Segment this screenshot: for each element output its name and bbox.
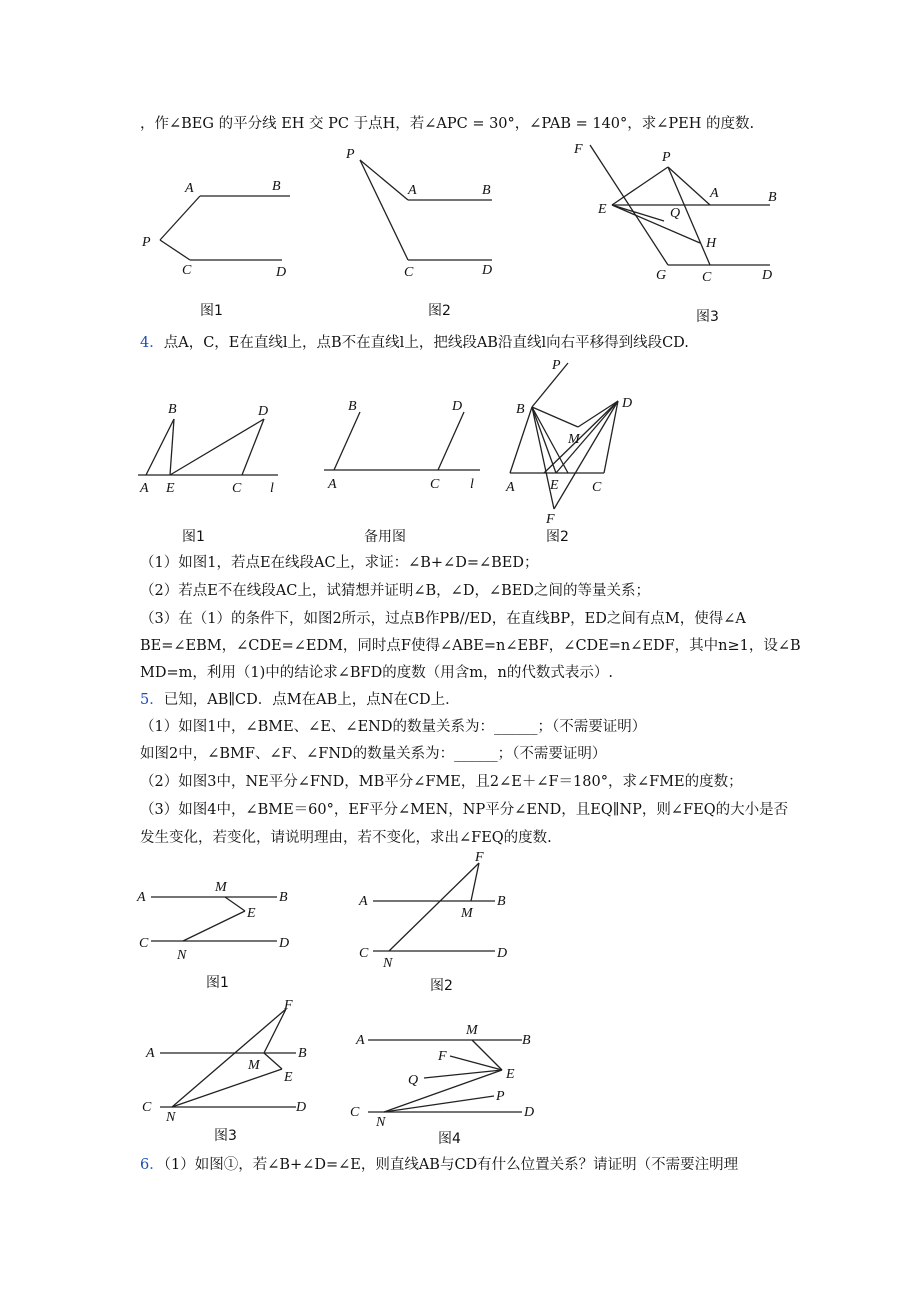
label-A: A: [137, 890, 146, 905]
label-B: B: [516, 402, 525, 417]
label-E: E: [506, 1067, 515, 1082]
label-G: G: [656, 268, 667, 283]
label-N: N: [177, 948, 187, 963]
label-B: B: [348, 399, 357, 414]
q4-part3-line2: BE=∠EBM，∠CDE=∠EDM，同时点F使得∠ABE=n∠EBF，∠CDE=n∠EDF，其中n≥1，设∠B: [140, 638, 801, 654]
label-E: E: [166, 481, 175, 495]
q5-part3a: （3）如图4中，∠BME＝60°，EF平分∠MEN，NP平分∠END，且EQ∥NP，则∠FEQ的大小是否: [140, 802, 789, 818]
label-C: C: [702, 270, 712, 285]
q6-text: [140, 1155, 738, 1175]
label-M: M: [248, 1058, 260, 1073]
label-B: B: [768, 190, 777, 205]
figure-q4-backup: [318, 392, 488, 492]
label-C: C: [404, 265, 414, 280]
label-l: l: [270, 481, 274, 495]
label-C: C: [139, 936, 149, 951]
figure-q3-1: [130, 170, 300, 280]
label-M: M: [568, 432, 580, 447]
caption-q4-fig2: 图2: [546, 529, 569, 545]
label-A: A: [356, 1033, 365, 1048]
caption-q5-fig4: 图4: [438, 1131, 461, 1147]
label-A: A: [408, 183, 417, 198]
label-A: A: [710, 186, 719, 201]
label-Q: Q: [670, 206, 681, 221]
label-A: A: [140, 481, 149, 495]
label-D: D: [258, 404, 269, 419]
caption-q5-fig2: 图2: [430, 978, 453, 994]
label-M: M: [461, 906, 473, 921]
label-E: E: [247, 906, 256, 921]
caption-q5-fig3: 图3: [214, 1128, 237, 1144]
q4-part2: （2）若点E不在线段AC上，试猜想并证明∠B，∠D，∠BED之间的等量关系；: [140, 583, 650, 599]
label-B: B: [522, 1033, 531, 1048]
label-P: P: [552, 358, 561, 373]
figure-q4-2: [500, 355, 650, 525]
label-H: H: [706, 236, 717, 251]
label-N: N: [376, 1115, 386, 1130]
q4-part1: （1）如图1，若点E在线段AC上，求证：∠B+∠D=∠BED；: [140, 555, 539, 571]
label-B: B: [298, 1046, 307, 1061]
label-F: F: [475, 850, 484, 865]
label-M: M: [215, 880, 227, 895]
q6-number: 6．: [140, 1157, 164, 1173]
figure-q5-4: [350, 1020, 550, 1135]
label-C: C: [350, 1105, 360, 1120]
label-D: D: [296, 1100, 307, 1115]
q4-part3-line3: MD=m，利用（1)中的结论求∠BFD的度数（用含m，n的代数式表示）.: [140, 665, 613, 681]
q5-part1a: （1）如图1中，∠BME、∠E、∠END的数量关系为：______；（不需要证明）: [140, 719, 647, 735]
figure-q3-3: [560, 135, 790, 285]
q5-stem: [140, 690, 460, 710]
label-l: l: [470, 477, 474, 492]
q5-stem-text: 已知，AB∥CD．点M在AB上，点N在CD上．: [163, 692, 460, 708]
label-F: F: [546, 512, 555, 525]
label-P: P: [346, 147, 355, 162]
figure-q3-2: [340, 140, 510, 280]
label-F: F: [284, 998, 293, 1013]
label-D: D: [452, 399, 463, 414]
q4-stem-text: 点A，C，E在直线l上，点B不在直线l上，把线段AB沿直线l向右平移得到线段CD.: [163, 335, 689, 351]
q4-part3-line1: （3）在（1）的条件下，如图2所示，过点B作PB//ED，在直线BP，ED之间有点M，使得∠A: [140, 611, 746, 627]
label-E: E: [550, 478, 559, 493]
q3-text: ，作∠BEG 的平分线 EH 交 PC 于点H，若∠APC = 30°，∠PAB = 140°，求∠PEH 的度数.: [140, 116, 755, 132]
label-A: A: [146, 1046, 155, 1061]
q5-number: 5．: [140, 692, 164, 708]
caption-q4-backup: 备用图: [364, 529, 406, 545]
label-P: P: [662, 150, 671, 165]
label-F: F: [574, 142, 583, 157]
label-B: B: [482, 183, 491, 198]
label-A: A: [359, 894, 368, 909]
label-C: C: [430, 477, 440, 492]
label-P: P: [142, 235, 151, 250]
label-C: C: [142, 1100, 152, 1115]
label-M: M: [466, 1023, 478, 1038]
caption-q3-fig3: 图3: [696, 309, 719, 325]
label-D: D: [497, 946, 508, 961]
label-A: A: [506, 480, 515, 495]
q4-stem: [140, 333, 689, 353]
figure-q4-1: [130, 395, 290, 495]
label-A: A: [328, 477, 337, 492]
label-F: F: [438, 1049, 447, 1064]
figure-q5-2: [355, 845, 525, 970]
label-N: N: [166, 1110, 176, 1125]
label-E: E: [284, 1070, 293, 1085]
caption-q4-fig1: 图1: [182, 529, 205, 545]
q4-number: 4．: [140, 335, 164, 351]
label-D: D: [524, 1105, 535, 1120]
label-E: E: [598, 202, 607, 217]
caption-q3-fig1: 图1: [200, 303, 223, 319]
label-D: D: [482, 263, 493, 278]
label-C: C: [359, 946, 369, 961]
label-C: C: [592, 480, 602, 495]
label-N: N: [383, 956, 393, 970]
label-Q: Q: [408, 1073, 419, 1088]
figure-q5-1: [135, 875, 305, 965]
q5-part2: （2）如图3中，NE平分∠FND，MB平分∠FME，且2∠E＋∠F＝180°，求∠FME的度数；: [140, 774, 743, 790]
label-A: A: [185, 181, 194, 196]
caption-q3-fig2: 图2: [428, 303, 451, 319]
caption-q5-fig1: 图1: [206, 975, 229, 991]
label-D: D: [276, 265, 287, 280]
q5-part1b: 如图2中，∠BMF、∠F、∠FND的数量关系为：______；（不需要证明）: [140, 746, 607, 762]
label-B: B: [272, 179, 281, 194]
label-C: C: [232, 481, 242, 495]
label-B: B: [168, 402, 177, 417]
label-B: B: [279, 890, 288, 905]
label-D: D: [279, 936, 290, 951]
label-B: B: [497, 894, 506, 909]
q5-part3b: 发生变化，若变化，请说明理由，若不变化，求出∠FEQ的度数.: [140, 830, 552, 846]
figure-q5-3: [140, 995, 320, 1125]
label-C: C: [182, 263, 192, 278]
label-D: D: [622, 396, 633, 411]
q6-body: （1）如图①，若∠B+∠D=∠E，则直线AB与CD有什么位置关系？请证明（不需要注明理: [163, 1157, 739, 1173]
label-D: D: [762, 268, 773, 283]
label-P: P: [496, 1089, 505, 1104]
